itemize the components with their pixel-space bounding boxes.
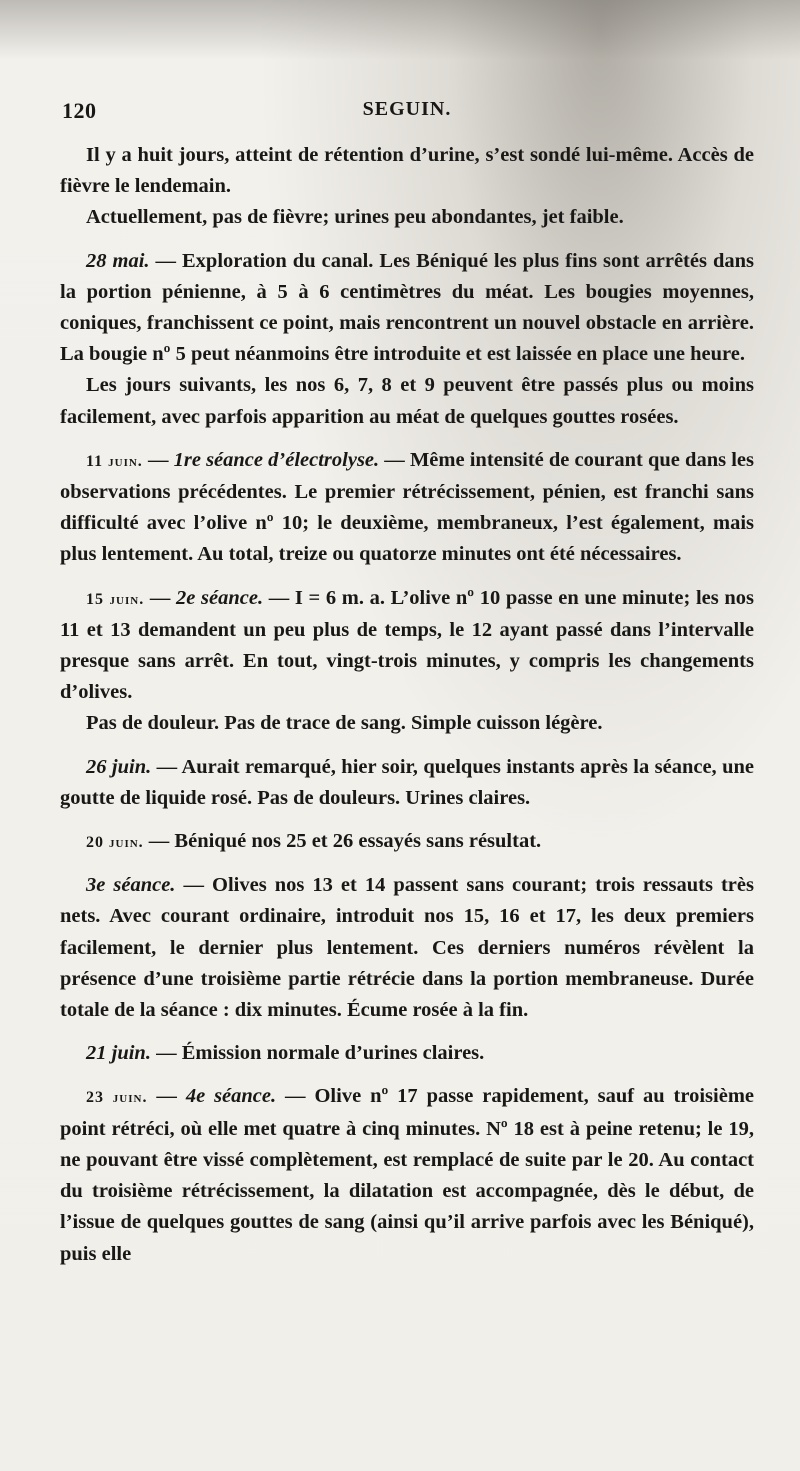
paragraph: [60, 1038, 754, 1069]
session-label: 1re séance d’électrolyse.: [173, 448, 380, 471]
entry-date: 15 juin.: [86, 590, 145, 608]
paragraph: [60, 708, 754, 739]
entry-date: 20 juin.: [86, 834, 144, 852]
paragraph-text: — Exploration du canal. Les Béniqué les plus fins sont arrêtés dans la portion pénienne, à 5 à 6 centimètres du méat. Les bougies moyennes, coniques, franchissent ce point, mais rencontrent un nouvel obstacle en arrière. La bougie nº 5 peut néanmoins être introduite et est laissée en place une heure.: [60, 249, 754, 366]
paragraph: [60, 870, 754, 1026]
session-label: 3e séance.: [86, 874, 176, 897]
entry-date: 26 juin.: [86, 755, 152, 778]
entry-date: 23 juin.: [86, 1089, 148, 1107]
paragraph-text: — Olive nº 17 passe rapidement, sauf au troisième point rétréci, où elle met quatre à cinq minutes. Nº 18 est à peine retenu; le 19, ne pouvant être vissé complètement, est remplacé de suite par le 20. Au contact du troisième rétrécissement, la dilatation est accompagnée, dès le début, de l’issue de quelques gouttes de sang (ainsi qu’il arrive parfois avec les Béniqué), puis elle: [60, 1085, 755, 1265]
separator: —: [142, 448, 174, 471]
separator: —: [147, 1085, 186, 1108]
scan-shadow: [0, 0, 800, 60]
paragraph-text: — Émission normale d’urines claires.: [150, 1042, 485, 1065]
page-number: 120: [62, 98, 97, 123]
paragraph-text: — Même intensité de courant que dans les observations précédentes. Le premier rétrécissement, pénien, est franchi sans difficulté avec l’olive nº 10; le deuxième, membraneux, l’est également, mais plus lentement. Au total, treize ou quatorze minutes ont été nécessaires.: [60, 448, 754, 566]
paragraph: [60, 202, 754, 233]
paragraph: [60, 1081, 754, 1269]
paragraph: [60, 752, 754, 814]
paragraph-text: — Olives nos 13 et 14 passent sans courant; trois ressauts très nets. Avec courant ordinaire, introduit nos 15, 16 et 17, les deux premiers facilement, le dernier plus lentement. Ces derniers numéros révèlent la présence d’une troisième partie rétrécie dans la portion membraneuse. Durée totale de la séance : dix minutes. Écume rosée à la fin.: [60, 874, 754, 1022]
paragraph-text: — I = 6 m. a. L’olive nº 10 passe en une minute; les nos 11 et 13 demandent un peu plus de temps, le 12 ayant passé dans l’intervalle presque sans arrêt. En tout, vingt-trois minutes, y compris les changements d’olives.: [60, 586, 754, 704]
session-label: 4e séance.: [185, 1085, 277, 1108]
paragraph: [60, 140, 754, 202]
body-text: [60, 140, 754, 1270]
entry-date: 11 juin.: [86, 452, 143, 470]
paragraph: [60, 370, 754, 432]
paragraph: [60, 583, 754, 709]
paragraph-text: Il y a huit jours, atteint de rétention d’urine, s’est sondé lui-même. Accès de fièvre le lendemain.: [60, 144, 754, 198]
paragraph-text: — Béniqué nos 25 et 26 essayés sans résultat.: [143, 830, 542, 853]
page-header: [62, 98, 752, 128]
paragraph-text: Pas de douleur. Pas de trace de sang. Simple cuisson légère.: [86, 712, 603, 735]
paragraph-text: Actuellement, pas de fièvre; urines peu abondantes, jet faible.: [86, 206, 624, 229]
running-head: SEGUIN.: [362, 98, 452, 120]
separator: —: [144, 586, 177, 609]
paragraph: [60, 445, 754, 571]
paragraph-text: Les jours suivants, les nos 6, 7, 8 et 9 peuvent être passés plus ou moins facilement, avec parfois apparition au méat de quelques gouttes rosées.: [60, 374, 754, 428]
paragraph: [60, 246, 754, 371]
paragraph: [60, 826, 754, 858]
entry-date: 28 mai.: [86, 249, 150, 272]
entry-date: 21 juin.: [86, 1042, 151, 1065]
session-label: 2e séance.: [176, 586, 264, 609]
paragraph-text: — Aurait remarqué, hier soir, quelques instants après la séance, une goutte de liquide rosé. Pas de douleurs. Urines claires.: [60, 755, 754, 809]
